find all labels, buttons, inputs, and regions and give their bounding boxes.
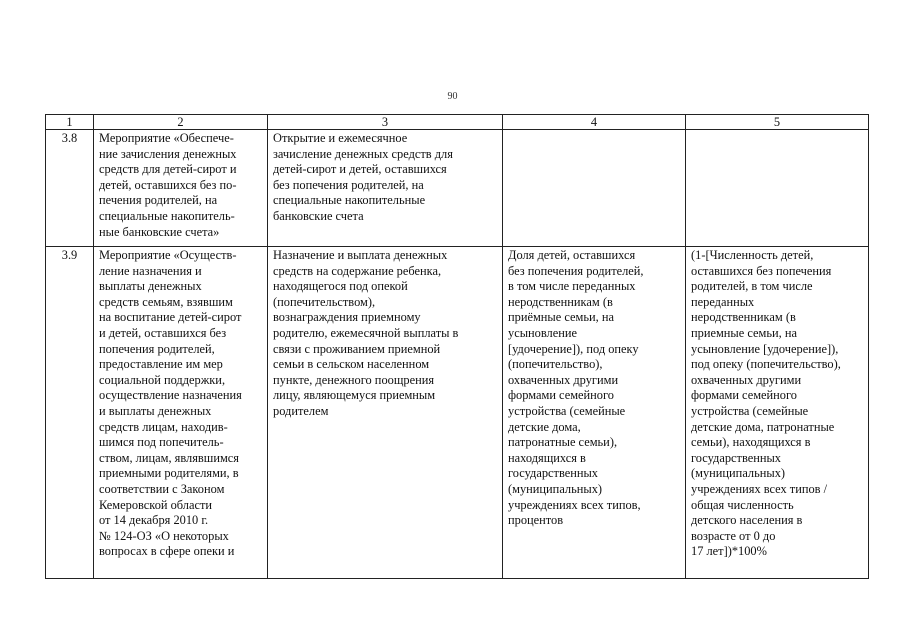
cell-text-line: государственных — [691, 450, 782, 465]
cell-text-line: в том числе переданных — [508, 279, 636, 294]
formula-cell — [686, 130, 869, 247]
cell-text-line: Доля детей, оставшихся — [508, 248, 636, 262]
cell-text-line: семьи в сельском населенном — [273, 357, 430, 372]
cell-text-line: печения родителей, на — [99, 193, 218, 208]
cell-text-line: переданных — [691, 294, 755, 309]
cell-text-line: приёмные семьи, на — [508, 310, 614, 325]
indicator-table — [45, 114, 869, 579]
cell-text-line: попечения родителей, — [99, 341, 215, 356]
cell-text-line: № 124-ОЗ «О некоторых — [99, 528, 229, 543]
cell-text-line: осуществление назначения — [99, 388, 242, 403]
cell-text-line: неродственникам (в — [691, 310, 796, 325]
cell-text-line: оставшихся без попечения — [691, 263, 832, 278]
cell-text-line: возрасте от 0 до — [691, 528, 776, 543]
column-header: 4 — [503, 115, 686, 130]
cell-text-line: средств семьям, взявшим — [99, 294, 233, 309]
cell-text-line: детей, оставшихся без по- — [99, 177, 237, 192]
cell-text-line: Мероприятие «Осуществ- — [99, 248, 237, 262]
cell-text-line: выплаты денежных — [99, 279, 202, 294]
cell-text-line: общая численность — [691, 497, 794, 512]
cell-text-line: 17 лет])*100% — [691, 544, 767, 559]
cell-text-line: приемными родителями, в — [99, 466, 239, 481]
cell-text-line: усыновление [удочерение]), — [691, 341, 839, 356]
table-row — [46, 247, 869, 579]
cell-text-line: без попечения родителей, на — [273, 177, 424, 192]
cell-text-line: вознаграждения приемному — [273, 310, 421, 325]
cell-text-line: учреждениях всех типов / — [691, 481, 828, 496]
cell-text-line: под опеку (попечительство), — [691, 357, 841, 372]
cell-text-line: лицу, являющемуся приемным — [273, 388, 436, 403]
cell-text-line: формами семейного — [691, 388, 797, 403]
cell-text-line: ние зачисления денежных — [99, 146, 237, 161]
table-row — [46, 130, 869, 247]
cell-text-line: [удочерение]), под опеку — [508, 341, 639, 356]
cell-text-line: родителей, в том числе — [691, 279, 813, 294]
indicator-cell — [503, 247, 686, 579]
cell-text-line: социальной поддержки, — [99, 372, 226, 387]
column-header: 5 — [686, 115, 869, 130]
cell-text-line: средств на содержание ребенка, — [273, 263, 442, 278]
activity-cell — [94, 130, 268, 247]
cell-text-line: от 14 декабря 2010 г. — [99, 513, 209, 528]
cell-text-line: детские дома, патронатные — [691, 419, 835, 434]
activity-cell — [94, 247, 268, 579]
cell-text-line: соответствии с Законом — [99, 481, 225, 496]
cell-text-line: на воспитание детей-сирот — [99, 310, 242, 325]
cell-text-line: патронатные семьи), — [508, 435, 618, 450]
cell-text-line: (попечительством), — [273, 294, 376, 309]
page-number: 90 — [447, 91, 458, 102]
cell-text-line: учреждениях всех типов, — [508, 497, 641, 512]
cell-text-line: (муниципальных) — [508, 481, 603, 496]
row-number-cell: 3.9 — [46, 247, 94, 579]
cell-text-line: Мероприятие «Обеспече- — [99, 131, 234, 145]
cell-text-line: предоставление им мер — [99, 357, 223, 372]
cell-text-line: (1-[Численность детей, — [691, 248, 814, 262]
row-number-cell: 3.8 — [46, 130, 94, 247]
cell-text-line: специальные накопительные — [273, 193, 426, 208]
cell-text-line: находящегося под опекой — [273, 279, 408, 294]
table-header-row — [46, 115, 869, 130]
cell-text-line: Кемеровской области — [99, 497, 213, 512]
cell-text-line: приемные семьи, на — [691, 325, 797, 340]
cell-text-line: ление назначения и — [99, 263, 202, 278]
cell-text-line: шимся под попечитель- — [99, 435, 224, 450]
cell-text-line: семьи), находящихся в — [691, 435, 811, 450]
column-header: 3 — [268, 115, 503, 130]
cell-text-line: усыновление — [508, 325, 577, 340]
cell-text-line: охваченных другими — [508, 372, 619, 387]
column-header: 1 — [46, 115, 94, 130]
cell-text-line: и детей, оставшихся без — [99, 325, 227, 340]
cell-text-line: банковские счета — [273, 208, 364, 223]
cell-text-line: ством, лицам, являвшимся — [99, 450, 239, 465]
cell-text-line: связи с проживанием приемной — [273, 341, 441, 356]
cell-text-line: процентов — [508, 513, 564, 528]
cell-text-line: устройства (семейные — [508, 403, 626, 418]
cell-text-line: (муниципальных) — [691, 466, 786, 481]
cell-text-line: родителем — [273, 403, 329, 418]
cell-text-line: и выплаты денежных — [99, 403, 212, 418]
cell-text-line: специальные накопитель- — [99, 208, 235, 223]
cell-text-line: ные банковские счета» — [99, 224, 220, 239]
cell-text-line: детей-сирот и детей, оставшихся — [273, 162, 447, 177]
cell-text-line: охваченных другими — [691, 372, 802, 387]
cell-text-line: родителю, ежемесячной выплаты в — [273, 325, 459, 340]
cell-text-line: формами семейного — [508, 388, 614, 403]
cell-text-line: находящихся в — [508, 450, 586, 465]
cell-text-line: зачисление денежных средств для — [273, 146, 453, 161]
cell-text-line: вопросах в сфере опеки и — [99, 544, 235, 559]
cell-text-line: детские дома, — [508, 419, 581, 434]
cell-text-line: Назначение и выплата денежных — [273, 248, 448, 262]
cell-text-line: государственных — [508, 466, 599, 481]
column-header: 2 — [94, 115, 268, 130]
cell-text-line: (попечительство), — [508, 357, 603, 372]
description-cell — [268, 130, 503, 247]
indicator-cell — [503, 130, 686, 247]
cell-text-line: Открытие и ежемесячное — [273, 131, 408, 145]
cell-text-line: без попечения родителей, — [508, 263, 644, 278]
cell-text-line: неродственникам (в — [508, 294, 613, 309]
formula-cell — [686, 247, 869, 579]
cell-text-line: устройства (семейные — [691, 403, 809, 418]
cell-text-line: средств для детей-сирот и — [99, 162, 237, 177]
description-cell — [268, 247, 503, 579]
cell-text-line: средств лицам, находив- — [99, 419, 228, 434]
cell-text-line: детского населения в — [691, 513, 803, 528]
cell-text-line: пункте, денежного поощрения — [273, 372, 435, 387]
